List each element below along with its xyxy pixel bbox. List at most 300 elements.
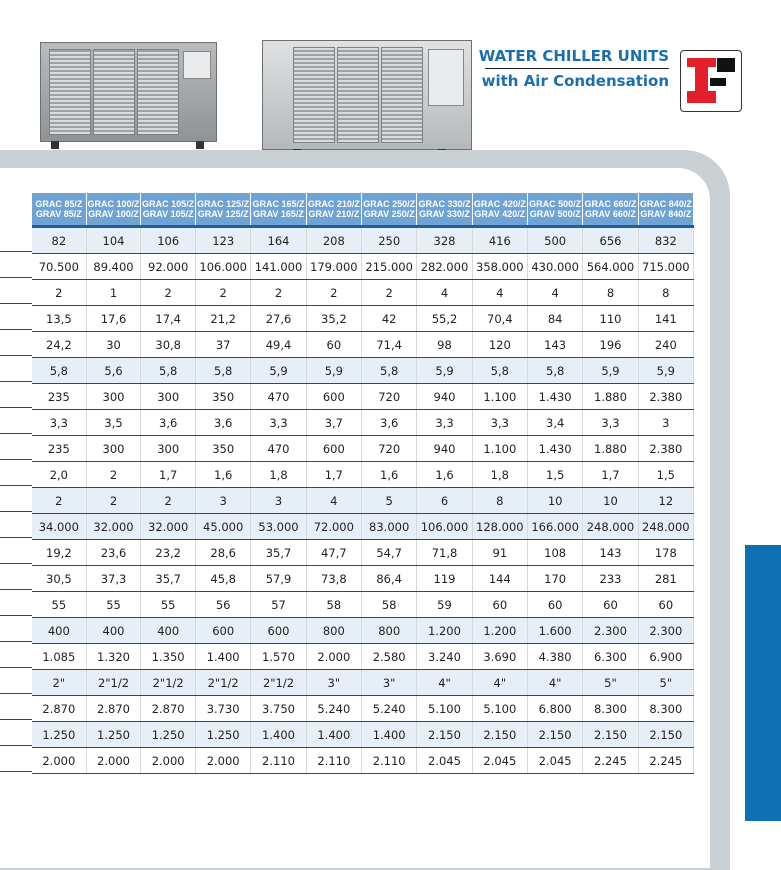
table-cell: 92.000: [141, 254, 196, 280]
model-name: GRAV 840/Z: [640, 209, 692, 219]
table-cell: 2: [251, 280, 306, 306]
row-line: [0, 720, 32, 746]
table-cell: 1,6: [417, 462, 472, 488]
table-cell: 143: [527, 332, 582, 358]
specs-table: [32, 193, 694, 774]
table-row: [32, 306, 694, 332]
table-cell: 55: [141, 592, 196, 618]
table-cell: 8: [472, 488, 527, 514]
table-cell: 3,5: [86, 410, 141, 436]
table-cell: 3.690: [472, 644, 527, 670]
table-cell: 1,6: [362, 462, 417, 488]
table-row: [32, 514, 694, 540]
table-cell: 110: [583, 306, 638, 332]
table-cell: 1,5: [638, 462, 693, 488]
table-row: [32, 670, 694, 696]
table-row: [32, 722, 694, 748]
model-name: GRAV 85/Z: [35, 209, 82, 219]
table-cell: 2: [86, 462, 141, 488]
table-cell: 2.245: [583, 748, 638, 774]
table-cell: 60: [527, 592, 582, 618]
table-row: [32, 332, 694, 358]
table-cell: 3,6: [196, 410, 251, 436]
table-cell: 57: [251, 592, 306, 618]
table-cell: 70,4: [472, 306, 527, 332]
table-cell: 300: [141, 436, 196, 462]
table-cell: 250: [362, 227, 417, 254]
table-cell: 240: [638, 332, 693, 358]
column-header: [196, 193, 251, 227]
table-cell: 2: [86, 488, 141, 514]
table-cell: 3.730: [196, 696, 251, 722]
table-cell: 86,4: [362, 566, 417, 592]
table-cell: 1.250: [32, 722, 86, 748]
table-cell: 120: [472, 332, 527, 358]
row-line: [0, 304, 32, 330]
table-cell: 2.045: [417, 748, 472, 774]
table-row: [32, 566, 694, 592]
table-cell: 2.150: [638, 722, 693, 748]
table-cell: 2,0: [32, 462, 86, 488]
table-cell: 1.100: [472, 384, 527, 410]
table-cell: 108: [527, 540, 582, 566]
table-cell: 4.380: [527, 644, 582, 670]
table-cell: 2: [32, 488, 86, 514]
table-cell: 2.000: [306, 644, 361, 670]
table-cell: 5,6: [86, 358, 141, 384]
table-row: [32, 696, 694, 722]
table-cell: 28,6: [196, 540, 251, 566]
table-cell: 54,7: [362, 540, 417, 566]
table-cell: 8: [583, 280, 638, 306]
table-row: [32, 436, 694, 462]
table-cell: 2.045: [527, 748, 582, 774]
table-cell: 358.000: [472, 254, 527, 280]
table-cell: 3: [251, 488, 306, 514]
table-cell: 1.430: [527, 436, 582, 462]
table-cell: 1,5: [527, 462, 582, 488]
table-cell: 6: [417, 488, 472, 514]
table-cell: 5,9: [638, 358, 693, 384]
table-cell: 5,8: [141, 358, 196, 384]
table-cell: 3,3: [472, 410, 527, 436]
table-cell: 170: [527, 566, 582, 592]
table-cell: 1.430: [527, 384, 582, 410]
table-cell: 1.880: [583, 436, 638, 462]
row-line: [0, 460, 32, 486]
table-cell: 3,3: [32, 410, 86, 436]
table-cell: 47,7: [306, 540, 361, 566]
table-cell: 4": [417, 670, 472, 696]
table-cell: 71,4: [362, 332, 417, 358]
table-cell: 1.350: [141, 644, 196, 670]
table-cell: 500: [527, 227, 582, 254]
table-cell: 2: [141, 280, 196, 306]
table-cell: 208: [306, 227, 361, 254]
table-row: [32, 280, 694, 306]
column-header: [141, 193, 196, 227]
table-cell: 1.250: [141, 722, 196, 748]
table-cell: 8: [638, 280, 693, 306]
table-cell: 72.000: [306, 514, 361, 540]
table-cell: 10: [583, 488, 638, 514]
table-cell: 2"1/2: [251, 670, 306, 696]
table-cell: 350: [196, 384, 251, 410]
column-header: [417, 193, 472, 227]
table-cell: 2.110: [306, 748, 361, 774]
model-name: GRAC 420/Z: [473, 199, 526, 209]
table-cell: 4": [527, 670, 582, 696]
model-name: GRAC 330/Z: [418, 199, 471, 209]
row-line: [0, 746, 32, 772]
table-cell: 58: [362, 592, 417, 618]
table-cell: 1.400: [251, 722, 306, 748]
table-cell: 3: [638, 410, 693, 436]
model-name: GRAV 165/Z: [253, 209, 304, 219]
table-cell: 55: [86, 592, 141, 618]
title-divider: [485, 68, 669, 69]
model-name: GRAC 210/Z: [307, 199, 360, 209]
model-name: GRAC 660/Z: [584, 199, 637, 209]
table-cell: 60: [638, 592, 693, 618]
table-cell: 141.000: [251, 254, 306, 280]
table-cell: 91: [472, 540, 527, 566]
table-cell: 5.100: [472, 696, 527, 722]
table-cell: 3.750: [251, 696, 306, 722]
table-cell: 2.000: [86, 748, 141, 774]
model-name: GRAC 125/Z: [197, 199, 250, 209]
table-cell: 3: [196, 488, 251, 514]
table-cell: 2.150: [527, 722, 582, 748]
table-cell: 45,8: [196, 566, 251, 592]
table-cell: 2.870: [141, 696, 196, 722]
table-cell: 3,4: [527, 410, 582, 436]
table-cell: 940: [417, 436, 472, 462]
table-cell: 17,4: [141, 306, 196, 332]
model-name: GRAC 85/Z: [35, 199, 83, 209]
table-cell: 832: [638, 227, 693, 254]
table-cell: 2"1/2: [196, 670, 251, 696]
table-cell: 34.000: [32, 514, 86, 540]
table-cell: 143: [583, 540, 638, 566]
table-cell: 2.000: [196, 748, 251, 774]
table-cell: 400: [141, 618, 196, 644]
table-cell: 1,8: [472, 462, 527, 488]
table-cell: 59: [417, 592, 472, 618]
table-cell: 235: [32, 436, 86, 462]
table-cell: 350: [196, 436, 251, 462]
table-cell: 1.200: [472, 618, 527, 644]
row-line: [0, 590, 32, 616]
table-cell: 17,6: [86, 306, 141, 332]
table-cell: 89.400: [86, 254, 141, 280]
table-cell: 1.600: [527, 618, 582, 644]
table-cell: 281: [638, 566, 693, 592]
table-cell: 6.800: [527, 696, 582, 722]
model-name: GRAC 250/Z: [363, 199, 416, 209]
page-subtitle: with Air Condensation: [481, 72, 669, 90]
row-line: [0, 330, 32, 356]
table-cell: 128.000: [472, 514, 527, 540]
model-name: GRAV 330/Z: [419, 209, 470, 219]
table-cell: 1.250: [86, 722, 141, 748]
table-cell: 715.000: [638, 254, 693, 280]
table-cell: 1,6: [196, 462, 251, 488]
table-cell: 179.000: [306, 254, 361, 280]
table-row: [32, 384, 694, 410]
table-cell: 73,8: [306, 566, 361, 592]
model-name: GRAC 100/Z: [87, 199, 140, 209]
table-cell: 2.380: [638, 436, 693, 462]
table-cell: 328: [417, 227, 472, 254]
table-cell: 3,3: [417, 410, 472, 436]
table-cell: 30,8: [141, 332, 196, 358]
table-cell: 4: [417, 280, 472, 306]
row-line: [0, 408, 32, 434]
table-cell: 5,8: [527, 358, 582, 384]
table-cell: 600: [196, 618, 251, 644]
table-cell: 1.085: [32, 644, 86, 670]
table-cell: 2.380: [638, 384, 693, 410]
table-cell: 400: [86, 618, 141, 644]
table-cell: 2: [32, 280, 86, 306]
column-header: [306, 193, 361, 227]
table-row: [32, 227, 694, 254]
table-cell: 37: [196, 332, 251, 358]
table-cell: 3,7: [306, 410, 361, 436]
table-cell: 19,2: [32, 540, 86, 566]
table-cell: 56: [196, 592, 251, 618]
table-cell: 430.000: [527, 254, 582, 280]
table-cell: 123: [196, 227, 251, 254]
table-cell: 5,8: [196, 358, 251, 384]
table-cell: 2: [362, 280, 417, 306]
table-cell: 106.000: [417, 514, 472, 540]
table-cell: 5,9: [306, 358, 361, 384]
table-cell: 3,6: [362, 410, 417, 436]
table-cell: 3": [362, 670, 417, 696]
table-cell: 3,3: [583, 410, 638, 436]
table-cell: 248.000: [583, 514, 638, 540]
table-cell: 800: [362, 618, 417, 644]
table-cell: 215.000: [362, 254, 417, 280]
table-cell: 5: [362, 488, 417, 514]
table-cell: 8.300: [638, 696, 693, 722]
table-cell: 2.000: [141, 748, 196, 774]
table-cell: 98: [417, 332, 472, 358]
table-cell: 35,2: [306, 306, 361, 332]
table-cell: 2: [196, 280, 251, 306]
row-line: [0, 616, 32, 642]
model-name: GRAV 420/Z: [474, 209, 526, 219]
table-cell: 5": [638, 670, 693, 696]
table-cell: 3.240: [417, 644, 472, 670]
table-row: [32, 540, 694, 566]
table-cell: 3": [306, 670, 361, 696]
table-cell: 55,2: [417, 306, 472, 332]
table-cell: 144: [472, 566, 527, 592]
brand-logo: [680, 50, 742, 112]
table-cell: 23,2: [141, 540, 196, 566]
table-cell: 5,9: [251, 358, 306, 384]
table-cell: 82: [32, 227, 86, 254]
table-cell: 60: [583, 592, 638, 618]
table-cell: 2"1/2: [141, 670, 196, 696]
table-cell: 141: [638, 306, 693, 332]
table-cell: 5.240: [306, 696, 361, 722]
table-cell: 37,3: [86, 566, 141, 592]
chiller-unit-image-large: [262, 40, 472, 150]
row-line: [0, 642, 32, 668]
table-row: [32, 592, 694, 618]
column-header: [527, 193, 582, 227]
table-row: [32, 644, 694, 670]
model-name: GRAV 250/Z: [363, 209, 415, 219]
table-cell: 2.000: [32, 748, 86, 774]
table-cell: 196: [583, 332, 638, 358]
table-cell: 2.245: [638, 748, 693, 774]
table-cell: 1.400: [196, 644, 251, 670]
table-cell: 4: [472, 280, 527, 306]
table-cell: 5,8: [472, 358, 527, 384]
table-cell: 49,4: [251, 332, 306, 358]
table-cell: 24,2: [32, 332, 86, 358]
table-row: [32, 488, 694, 514]
table-cell: 8.300: [583, 696, 638, 722]
table-cell: 2.580: [362, 644, 417, 670]
table-cell: 166.000: [527, 514, 582, 540]
table-cell: 1.320: [86, 644, 141, 670]
model-name: GRAV 100/Z: [88, 209, 139, 219]
row-line: [0, 486, 32, 512]
table-cell: 2": [32, 670, 86, 696]
table-cell: 2.110: [362, 748, 417, 774]
row-line: [0, 278, 32, 304]
row-line: [0, 382, 32, 408]
model-name: GRAV 210/Z: [308, 209, 360, 219]
table-cell: 5.240: [362, 696, 417, 722]
table-cell: 300: [86, 436, 141, 462]
table-row: [32, 618, 694, 644]
table-cell: 6.300: [583, 644, 638, 670]
table-cell: 42: [362, 306, 417, 332]
table-cell: 300: [86, 384, 141, 410]
table-cell: 60: [306, 332, 361, 358]
table-cell: 1.400: [362, 722, 417, 748]
model-name: GRAV 660/Z: [585, 209, 636, 219]
table-cell: 58: [306, 592, 361, 618]
row-line: [0, 694, 32, 720]
table-cell: 233: [583, 566, 638, 592]
model-name: GRAC 500/Z: [529, 199, 582, 209]
table-cell: 60: [472, 592, 527, 618]
table-cell: 57,9: [251, 566, 306, 592]
table-cell: 53.000: [251, 514, 306, 540]
model-name: GRAC 165/Z: [252, 199, 305, 209]
table-cell: 104: [86, 227, 141, 254]
table-cell: 300: [141, 384, 196, 410]
table-header-row: [32, 193, 694, 227]
model-name: GRAV 125/Z: [197, 209, 249, 219]
column-header: [472, 193, 527, 227]
row-label-lines: [0, 226, 32, 772]
table-cell: 2.150: [583, 722, 638, 748]
table-cell: 5.100: [417, 696, 472, 722]
table-row: [32, 462, 694, 488]
table-row: [32, 254, 694, 280]
table-cell: 235: [32, 384, 86, 410]
table-cell: 600: [251, 618, 306, 644]
table-cell: 1,7: [306, 462, 361, 488]
table-cell: 35,7: [251, 540, 306, 566]
table-cell: 13,5: [32, 306, 86, 332]
table-cell: 55: [32, 592, 86, 618]
column-header: [638, 193, 693, 227]
table-cell: 4": [472, 670, 527, 696]
table-cell: 416: [472, 227, 527, 254]
table-cell: 2.150: [472, 722, 527, 748]
table-cell: 32.000: [86, 514, 141, 540]
table-cell: 84: [527, 306, 582, 332]
table-cell: 2.150: [417, 722, 472, 748]
side-tab: [745, 545, 781, 821]
table-cell: 600: [306, 384, 361, 410]
table-cell: 83.000: [362, 514, 417, 540]
table-cell: 70.500: [32, 254, 86, 280]
column-header: [251, 193, 306, 227]
table-cell: 5,8: [32, 358, 86, 384]
table-cell: 27,6: [251, 306, 306, 332]
table-cell: 106: [141, 227, 196, 254]
table-cell: 23,6: [86, 540, 141, 566]
table-cell: 720: [362, 436, 417, 462]
table-cell: 106.000: [196, 254, 251, 280]
row-line: [0, 512, 32, 538]
column-header: [32, 193, 86, 227]
table-cell: 21,2: [196, 306, 251, 332]
table-cell: 1,8: [251, 462, 306, 488]
table-cell: 1.100: [472, 436, 527, 462]
table-cell: 2.300: [583, 618, 638, 644]
table-cell: 45.000: [196, 514, 251, 540]
table-row: [32, 748, 694, 774]
table-cell: 248.000: [638, 514, 693, 540]
table-cell: 2: [306, 280, 361, 306]
table-cell: 3,6: [141, 410, 196, 436]
table-cell: 2"1/2: [86, 670, 141, 696]
page-title: WATER CHILLER UNITS: [478, 47, 669, 65]
table-cell: 30: [86, 332, 141, 358]
table-cell: 800: [306, 618, 361, 644]
table-cell: 119: [417, 566, 472, 592]
table-cell: 5,9: [417, 358, 472, 384]
table-row: [32, 358, 694, 384]
table-cell: 1.570: [251, 644, 306, 670]
table-cell: 164: [251, 227, 306, 254]
table-cell: 470: [251, 384, 306, 410]
table-cell: 564.000: [583, 254, 638, 280]
column-header: [583, 193, 638, 227]
table-cell: 1,7: [141, 462, 196, 488]
row-line: [0, 434, 32, 460]
table-cell: 4: [306, 488, 361, 514]
row-line: [0, 356, 32, 382]
table-cell: 470: [251, 436, 306, 462]
table-cell: 35,7: [141, 566, 196, 592]
table-cell: 5": [583, 670, 638, 696]
table-cell: 2.110: [251, 748, 306, 774]
table-cell: 3,3: [251, 410, 306, 436]
